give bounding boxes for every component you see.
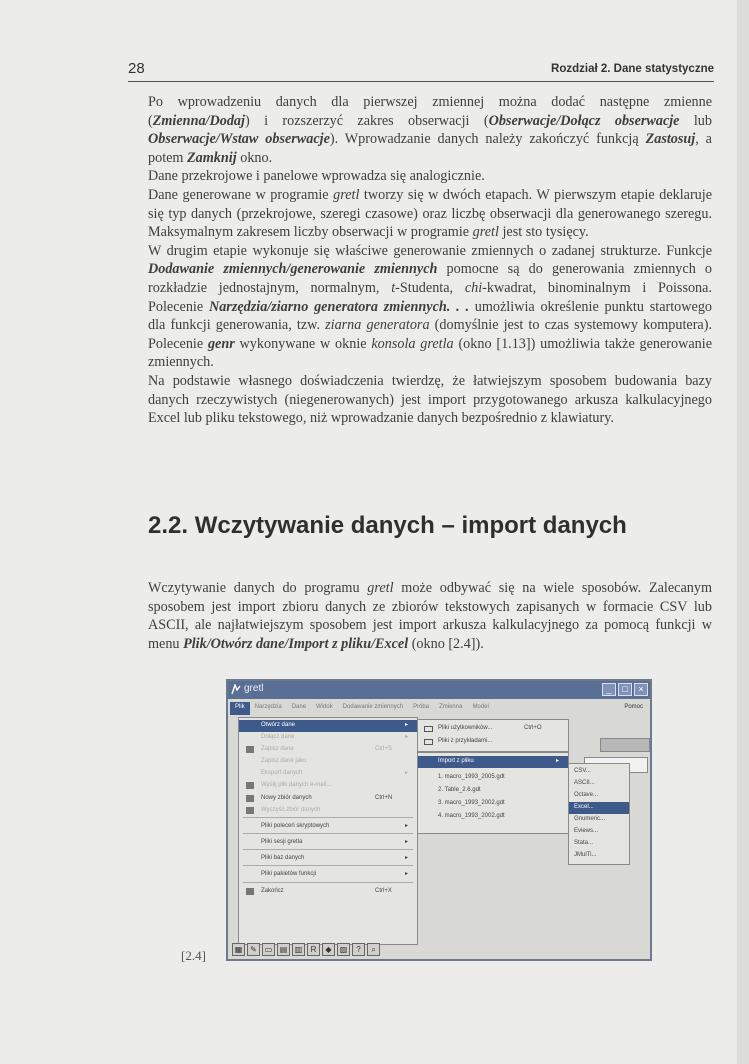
text-run: (domyślnie jest to czas systemowy komputera). Polecenie: [148, 317, 713, 352]
submenu-arrow-icon: ▸: [405, 839, 409, 845]
menu-item-label: Zapisz dane: [261, 746, 294, 752]
menu-item-label: Pliki baz danych: [261, 855, 305, 861]
menu-separator: [243, 882, 413, 883]
submenu-arrow-icon: ▸: [405, 722, 409, 728]
text-run: ) i rozszerzyć zakres obserwacji (: [244, 112, 489, 129]
menu-item-label: Pliki z przykładami...: [438, 738, 493, 744]
import-submenu: [417, 752, 569, 834]
text-run: Narzędzia/ziarno generatora zmiennych. . .: [208, 298, 469, 315]
toolbar: [232, 943, 380, 959]
menu-item-label: Zapisz dane jako: [261, 758, 307, 764]
maximize-icon[interactable]: □: [618, 683, 632, 696]
window-title: gretl: [244, 683, 264, 694]
gretl-app-icon: [231, 684, 241, 695]
format-item[interactable]: [569, 838, 629, 850]
file-menu-item[interactable]: [239, 780, 417, 792]
menu-item-label: Octave...: [574, 792, 599, 798]
text-run: gretl: [472, 224, 499, 241]
menu-item-shortcut: Ctrl+O: [524, 725, 542, 731]
menu-model[interactable]: Model: [472, 704, 489, 710]
file-menu-item[interactable]: [239, 744, 417, 756]
menu-item-shortcut: Ctrl+S: [375, 746, 392, 752]
menu-item-label: Wyczyść zbiór danych: [261, 807, 321, 813]
recent-file-item[interactable]: [418, 772, 568, 784]
format-submenu: [568, 763, 630, 865]
menu-item-label: ASCII...: [574, 780, 595, 786]
text-run: Zamknij: [187, 149, 237, 166]
minimize-icon[interactable]: _: [602, 683, 616, 696]
text-run: pomocne są do generowania zmiennych o rozkładzie jednostajnym, normalnym,: [148, 261, 713, 296]
format-item[interactable]: [569, 814, 629, 826]
text-run: Po wprowadzeniu danych dla pierwszej zmiennej można dodać następne zmienne (: [148, 94, 712, 129]
text-run: gretl: [333, 186, 360, 203]
open-submenu-item[interactable]: [418, 736, 568, 748]
text-run: Obserwacje/Dołącz obserwacje: [488, 112, 680, 129]
text-run: gretl: [367, 580, 394, 597]
text-run: genr: [207, 335, 235, 352]
text-run: (okno [2.4]).: [408, 635, 484, 652]
text-run: może odbywać się na wiele sposobów. Zalecanym sposobem jest import zbioru danych ze zbiorów tekstowych zapisanych w formacie CSV lub ASCII, ale najłatwiejszym sposobem jest import arkusza kalkulacyjnego za pomocą funkcji w menu: [148, 580, 712, 652]
menu-item-label: Nowy zbiór danych: [261, 795, 312, 801]
text-run: Plik/Otwórz dane/Import z pliku/Excel: [183, 635, 409, 652]
header-rule: [128, 81, 714, 82]
text-run: Dodawanie zmiennych/generowanie zmiennych: [148, 261, 438, 278]
graph-icon[interactable]: ◆: [322, 943, 335, 956]
gretl-window: [226, 679, 652, 961]
open-submenu-item[interactable]: [418, 723, 568, 735]
search-icon[interactable]: ⌕: [367, 943, 380, 956]
folder-icon: [424, 739, 433, 745]
page-number: 28: [128, 60, 145, 77]
submenu-arrow-icon: ▸: [556, 758, 560, 764]
r-icon[interactable]: R: [307, 943, 320, 956]
format-item[interactable]: [569, 850, 629, 862]
paragraph-4: [148, 242, 712, 372]
submenu-arrow-icon: ▸: [405, 855, 409, 861]
menu-item-icon: [246, 746, 254, 753]
menu-item-label: Otwórz dane: [261, 722, 296, 728]
text-run: Zastosuj: [645, 131, 696, 148]
menu-item-label: Dołącz dane: [261, 734, 295, 740]
menu-item-label: JMulTi...: [574, 852, 597, 858]
text-run: Obserwacje/Wstaw obserwacje: [148, 131, 330, 148]
file-menu-item[interactable]: [239, 821, 417, 833]
menu-widok[interactable]: Widok: [316, 704, 333, 710]
file-menu-item[interactable]: [239, 793, 417, 805]
menu-item-label: Pliki poleceń skryptowych: [261, 823, 330, 829]
text-run: ). Wprowadzanie danych należy zakończyć funkcją: [329, 131, 646, 148]
text-run: chi: [464, 279, 483, 296]
page-header: [128, 58, 714, 80]
text-run: W drugim etapie wykonuje się właściwe generowanie zmiennych o zadanej strukturze. Funkcje: [148, 242, 712, 259]
file-menu-item[interactable]: [239, 869, 417, 881]
menu-item-label: Wyślij plik danych e-mail...: [261, 782, 332, 788]
file-menu-item[interactable]: [239, 756, 417, 768]
submenu-arrow-icon: ▸: [405, 871, 409, 877]
menu-item-label: Zakończ: [261, 888, 284, 894]
menu-narzędzia[interactable]: Narzędzia: [254, 704, 282, 710]
text-run: -Studenta,: [395, 279, 465, 296]
menubar: [230, 702, 648, 715]
text-run: umożliwia określenie punktu startowego dla funkcji generowania, tzw.: [148, 298, 713, 334]
file-menu: [238, 717, 418, 945]
menu-separator: [243, 817, 413, 818]
file-menu-item[interactable]: [239, 853, 417, 865]
file-menu-item[interactable]: [239, 732, 417, 744]
import-from-file-item[interactable]: [418, 756, 568, 768]
text-run: okno.: [236, 149, 273, 166]
text-run: Na podstawie własnego doświadczenia twierdzę, że łatwiejszym sposobem budowania bazy danych rzeczywistych (niegenerowanych) jest import przygotowanego arkusza kalkulacyjnego Excel lub pliku tekstowego, niż wprowadzanie danych bezpośrednio z klawiatury.: [148, 372, 712, 427]
text-run: Zmienna/Dodaj: [152, 112, 245, 129]
menu-dodawanie-zmiennych[interactable]: Dodawanie zmiennych: [342, 704, 404, 710]
menu-dane[interactable]: Dane: [291, 704, 307, 710]
file-menu-item[interactable]: [239, 837, 417, 849]
body-text: [148, 93, 712, 428]
menu-plik[interactable]: Plik: [230, 702, 250, 715]
paragraph-3: [148, 186, 712, 242]
menu-item-label: 4. macro_1993_2002.gdt: [438, 813, 505, 819]
menu-item-label: 1. macro_1993_2005.gdt: [438, 774, 505, 780]
menu-item-label: Stata...: [574, 840, 594, 846]
menu-separator: [243, 833, 413, 834]
menu-item-label: Eviews...: [574, 828, 599, 834]
folder-icon: [424, 726, 433, 732]
menu-item-icon: [246, 888, 254, 895]
menu-item-icon: [246, 807, 254, 814]
text-run: konsola gretla: [371, 335, 454, 352]
window-titlebar: [228, 681, 650, 699]
submenu-arrow-icon: ▸: [405, 770, 409, 776]
text-run: Dane przekrojowe i panelowe wprowadza się analogicznie.: [148, 168, 485, 185]
text-run: jest sto tysięcy.: [498, 224, 589, 241]
close-icon[interactable]: ×: [634, 683, 648, 696]
menu-item-label: Pliki pakietów funkcji: [261, 871, 317, 877]
submenu-arrow-icon: ▸: [405, 734, 409, 740]
section-paragraph: [148, 565, 712, 668]
format-item[interactable]: [569, 778, 629, 790]
format-item[interactable]: [569, 826, 629, 838]
text-run: -kwadrat, binominalnym i Poissona. Polecenie: [148, 279, 712, 315]
paragraph-1: [148, 93, 712, 167]
file-menu-item[interactable]: [239, 720, 417, 732]
format-item[interactable]: [569, 766, 629, 778]
format-item[interactable]: [569, 790, 629, 802]
file-menu-item[interactable]: [239, 886, 417, 898]
paragraph-2: [148, 167, 712, 186]
menu-separator: [243, 865, 413, 866]
menu-item-label: CSV...: [574, 768, 591, 774]
recent-file-item[interactable]: [418, 811, 568, 823]
menu-pomoc[interactable]: Pomoc: [624, 704, 643, 710]
file-menu-item[interactable]: [239, 768, 417, 780]
menu-item-label: Pliki użytkowników...: [438, 725, 493, 731]
recent-file-item[interactable]: [418, 785, 568, 797]
text-run: wykonywane w oknie: [234, 335, 372, 352]
file-menu-item[interactable]: [239, 805, 417, 817]
menu-item-label: Excel...: [574, 804, 594, 810]
menu-item-shortcut: Ctrl+X: [375, 888, 392, 894]
menu-item-label: Gnumeric...: [574, 816, 606, 822]
page-edge: [737, 0, 749, 1064]
section-paragraph-text: [148, 579, 712, 653]
paragraph-5: [148, 372, 712, 428]
text-run: t: [391, 279, 396, 296]
text-run: ziarna generatora: [325, 317, 430, 334]
table-icon[interactable]: ▥: [292, 943, 305, 956]
menu-item-icon: [246, 795, 254, 802]
help-icon[interactable]: ?: [352, 943, 365, 956]
menu-próba[interactable]: Próba: [413, 704, 430, 710]
text-run: lub: [679, 112, 712, 129]
recent-file-item[interactable]: [418, 798, 568, 810]
menu-separator: [243, 849, 413, 850]
notepad-icon[interactable]: ✎: [247, 943, 260, 956]
text-run: Wczytywanie danych do programu: [148, 580, 368, 597]
text-run: tworzy się w dwóch etapach. W pierwszym etapie deklaruje się typ danych (przekrojowe, szeregi czasowe) oraz liczbę obserwacji dla generowanego szeregu. Maksymalnym zakresem liczby obserwacji w programie: [148, 186, 713, 241]
text-run: (okno [1.13]) umożliwia także generowanie zmiennych.: [148, 335, 713, 371]
menu-item-label: Import z pliku: [438, 758, 474, 764]
menu-item-label: Pliki sesji gretla: [261, 839, 303, 845]
session-icon[interactable]: ▤: [277, 943, 290, 956]
format-item[interactable]: [569, 802, 629, 814]
menu-zmienna[interactable]: Zmienna: [439, 704, 463, 710]
menu-item-label: Eksport danych: [261, 770, 303, 776]
menu-item-label: 2. Table_2.6.gdt: [438, 787, 481, 793]
column-header: [600, 738, 650, 752]
menu-item-icon: [246, 782, 254, 789]
open-data-submenu: [417, 719, 569, 752]
menu-item-label: 3. macro_1993_2002.gdt: [438, 800, 505, 806]
figure-label: [2.4]: [181, 948, 206, 963]
text-run: , a potem: [148, 131, 712, 166]
model-icon[interactable]: ▨: [337, 943, 350, 956]
calculator-icon[interactable]: ▦: [232, 943, 245, 956]
text-run: Dane generowane w programie: [148, 186, 334, 203]
console-icon[interactable]: ▭: [262, 943, 275, 956]
section-title: 2.2. Wczytywanie danych – import danych: [148, 512, 627, 539]
submenu-arrow-icon: ▸: [405, 823, 409, 829]
menu-item-shortcut: Ctrl+N: [375, 795, 393, 801]
chapter-title: Rozdział 2. Dane statystyczne: [551, 63, 714, 75]
